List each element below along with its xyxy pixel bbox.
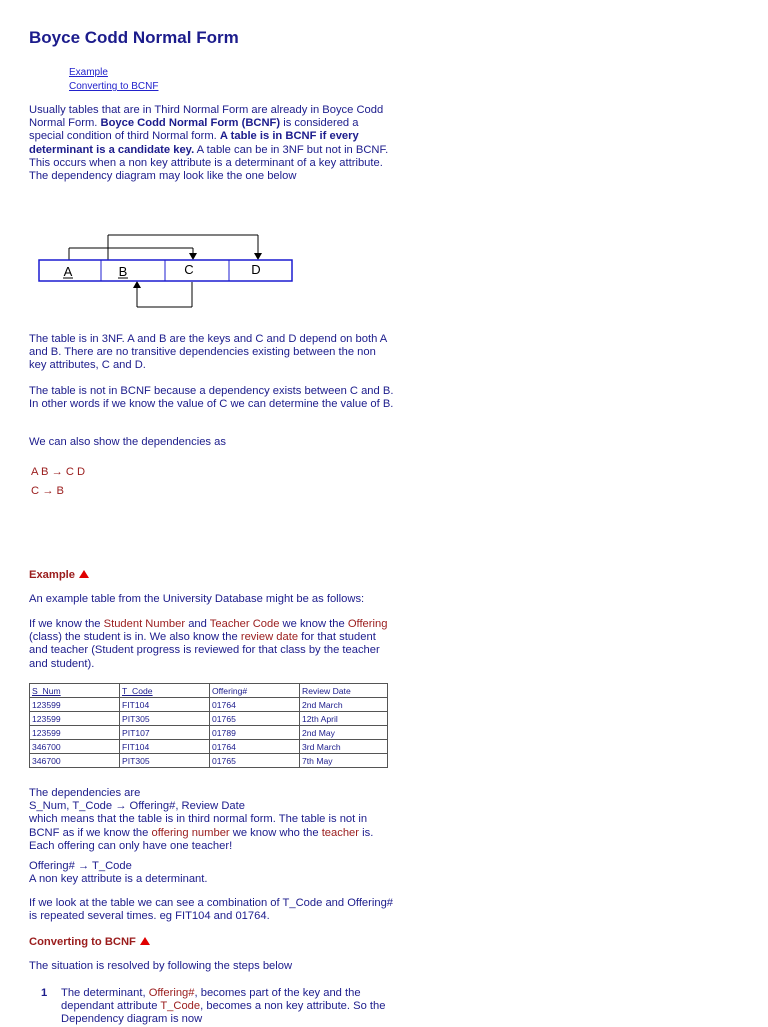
table-cell: 01765 — [210, 712, 300, 726]
intro-bold-2: A table is in BCNF if every determinant is a candidate key. — [29, 130, 359, 156]
step-number: 1 — [41, 987, 48, 999]
example-heading — [29, 569, 89, 581]
table-cell: 7th May — [300, 754, 388, 768]
page-title: Boyce Codd Normal Form — [29, 28, 239, 47]
diagram-cell-a: A — [63, 264, 73, 279]
table-cell: 01764 — [210, 698, 300, 712]
table-cell: 01789 — [210, 726, 300, 740]
table-cell: 3rd March — [300, 740, 388, 754]
dependency-snum-tcode: S_Num, T_Code → Offering#, Review Date — [29, 800, 245, 813]
table-row — [30, 754, 388, 768]
nonkey-statement: A non key attribute is a determinant. — [29, 873, 208, 886]
dependency-c-b: C → B — [31, 485, 64, 497]
highlight-tcode: T_Code — [160, 1000, 201, 1013]
table-cell: FIT104 — [120, 698, 210, 712]
converting-heading — [29, 936, 150, 948]
highlight-student-number: Student Number — [103, 618, 186, 630]
toc-link-example[interactable]: Example — [69, 67, 108, 78]
highlight-teacher: teacher — [321, 826, 360, 839]
combination-paragraph: If we look at the table we can see a combination of T_Code and Offering# is repeated several times. eg FIT104 and 01764. — [29, 897, 394, 923]
table-cell: 01765 — [210, 754, 300, 768]
up-arrow-icon[interactable] — [140, 937, 150, 945]
intro-paragraph — [29, 104, 394, 183]
table-cell: 12th April — [300, 712, 388, 726]
dependencies-paragraph: The dependencies are S_Num, T_Code → Offering#, Review Date which means that the table is in third normal form. The table is not in BCNF as if we know the offering number we know who the teacher is. Each offering can only have one teacher! — [29, 787, 374, 852]
converting-intro: The situation is resolved by following the steps below — [29, 960, 293, 972]
table-cell: PIT305 — [120, 712, 210, 726]
table-header: T_Code — [120, 684, 210, 698]
table-of-contents — [69, 66, 158, 94]
para-not-bcnf: The table is not in BCNF because a dependency exists between C and B. In other words if we know the value of C we can determine the value of B. — [29, 385, 394, 411]
table-header: S_Num — [30, 684, 120, 698]
highlight-offering: Offering — [347, 618, 388, 630]
highlight-offering-hash: Offering# — [148, 987, 195, 999]
table-header-row — [30, 684, 388, 698]
table-cell: PIT107 — [120, 726, 210, 740]
table-cell: 01764 — [210, 740, 300, 754]
up-arrow-icon[interactable] — [79, 570, 89, 578]
example-paragraph: If we know the Student Number and Teacher Code we know the Offering (class) the student is in. We also know the review date for that student and teacher (Student progress is reviewed for that class by the teacher and student). — [29, 618, 388, 670]
toc-link-converting[interactable]: Converting to BCNF — [69, 81, 159, 92]
table-header: Review Date — [300, 684, 388, 698]
table-header: Offering# — [210, 684, 300, 698]
diagram-cell-d: D — [251, 262, 261, 277]
dependency-offering-tcode: Offering# → T_Code — [29, 860, 132, 872]
table-row — [30, 698, 388, 712]
table-cell: 123599 — [30, 698, 120, 712]
para-show-dependencies: We can also show the dependencies as — [29, 436, 226, 448]
intro-bold-1: Boyce Codd Normal Form (BCNF) — [100, 117, 281, 130]
intro-text-1: Usually tables that are in Third Normal Form are already in Boyce Codd Normal Form. — [29, 104, 384, 130]
table-row — [30, 712, 388, 726]
table-cell: 346700 — [30, 754, 120, 768]
dependency-ab-cd: A B → C D — [31, 466, 86, 478]
step-text: The determinant, Offering#, becomes part of the key and the dependant attribute T_Code, becomes a non key attribute. So the Dependency diagram is now — [61, 987, 386, 1026]
example-table — [29, 683, 388, 768]
diagram-cell-c: C — [184, 262, 194, 277]
table-cell: 123599 — [30, 726, 120, 740]
dependency-diagram — [38, 231, 298, 311]
dependencies-intro: The dependencies are — [29, 787, 141, 799]
table-cell: 2nd March — [300, 698, 388, 712]
table-cell: PIT305 — [120, 754, 210, 768]
highlight-teacher-code: Teacher Code — [209, 618, 280, 630]
table-cell: 2nd May — [300, 726, 388, 740]
intro-text-2: is considered a special condition of third Normal form. — [29, 117, 359, 143]
table-cell: 346700 — [30, 740, 120, 754]
example-heading-text: Example — [29, 569, 76, 581]
table-row — [30, 726, 388, 740]
para-3nf: The table is in 3NF. A and B are the keys and C and D depend on both A and B. There are no transitive dependencies existing between the non key attributes, C and D. — [29, 333, 387, 372]
example-intro: An example table from the University Database might be as follows: — [29, 593, 365, 605]
offering-dependency-paragraph — [29, 860, 394, 886]
diagram-cell-b: B — [118, 264, 128, 279]
converting-heading-text: Converting to BCNF — [29, 936, 136, 948]
table-cell: 123599 — [30, 712, 120, 726]
intro-text-3: A table can be in 3NF but not in BCNF. This occurs when a non key attribute is a determinant of a key attribute. The dependency diagram may look like the one below — [29, 143, 389, 183]
table-cell: FIT104 — [120, 740, 210, 754]
highlight-review-date: review date — [240, 631, 299, 644]
table-row — [30, 740, 388, 754]
highlight-offering-number: offering number — [151, 826, 230, 839]
